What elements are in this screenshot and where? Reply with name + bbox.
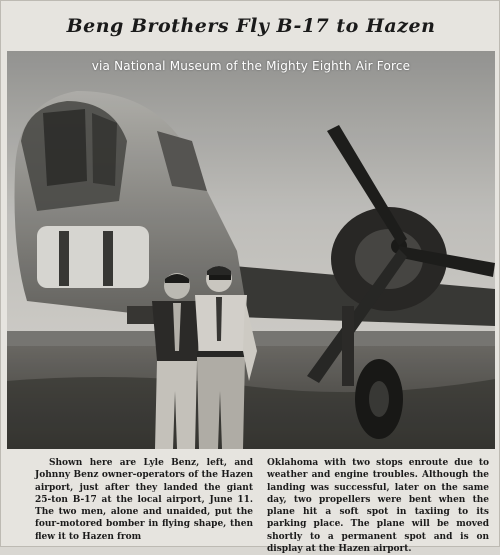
caption-left-text: Shown here are Lyle Benz, left, and Johnny Benz owner-operators of the Hazen airport, just after they landed the giant 25-ton B-17 at the local airport, June 11. The two men, alone and unaided, put the four-motored bomber in flying shape, then flew it to Hazen from <box>35 458 253 542</box>
caption-right-column <box>267 457 489 555</box>
b17-photo <box>7 51 495 449</box>
photo-credit: via National Museum of the Mighty Eighth Air Force <box>91 59 411 73</box>
headline: Beng Brothers Fly B-17 to Hazen <box>66 15 436 37</box>
b17-photo-illustration <box>7 51 495 449</box>
caption-left-column <box>35 457 253 543</box>
caption-right-text: Oklahoma with two stops enroute due to weather and engine troubles. Although the landing was successful, later on the same day, two propellers were bent when the plane hit a soft spot in taxiing to its parking place. The plane will be moved shortly to a permanent spot and is on display at the Hazen airport. <box>267 458 489 555</box>
